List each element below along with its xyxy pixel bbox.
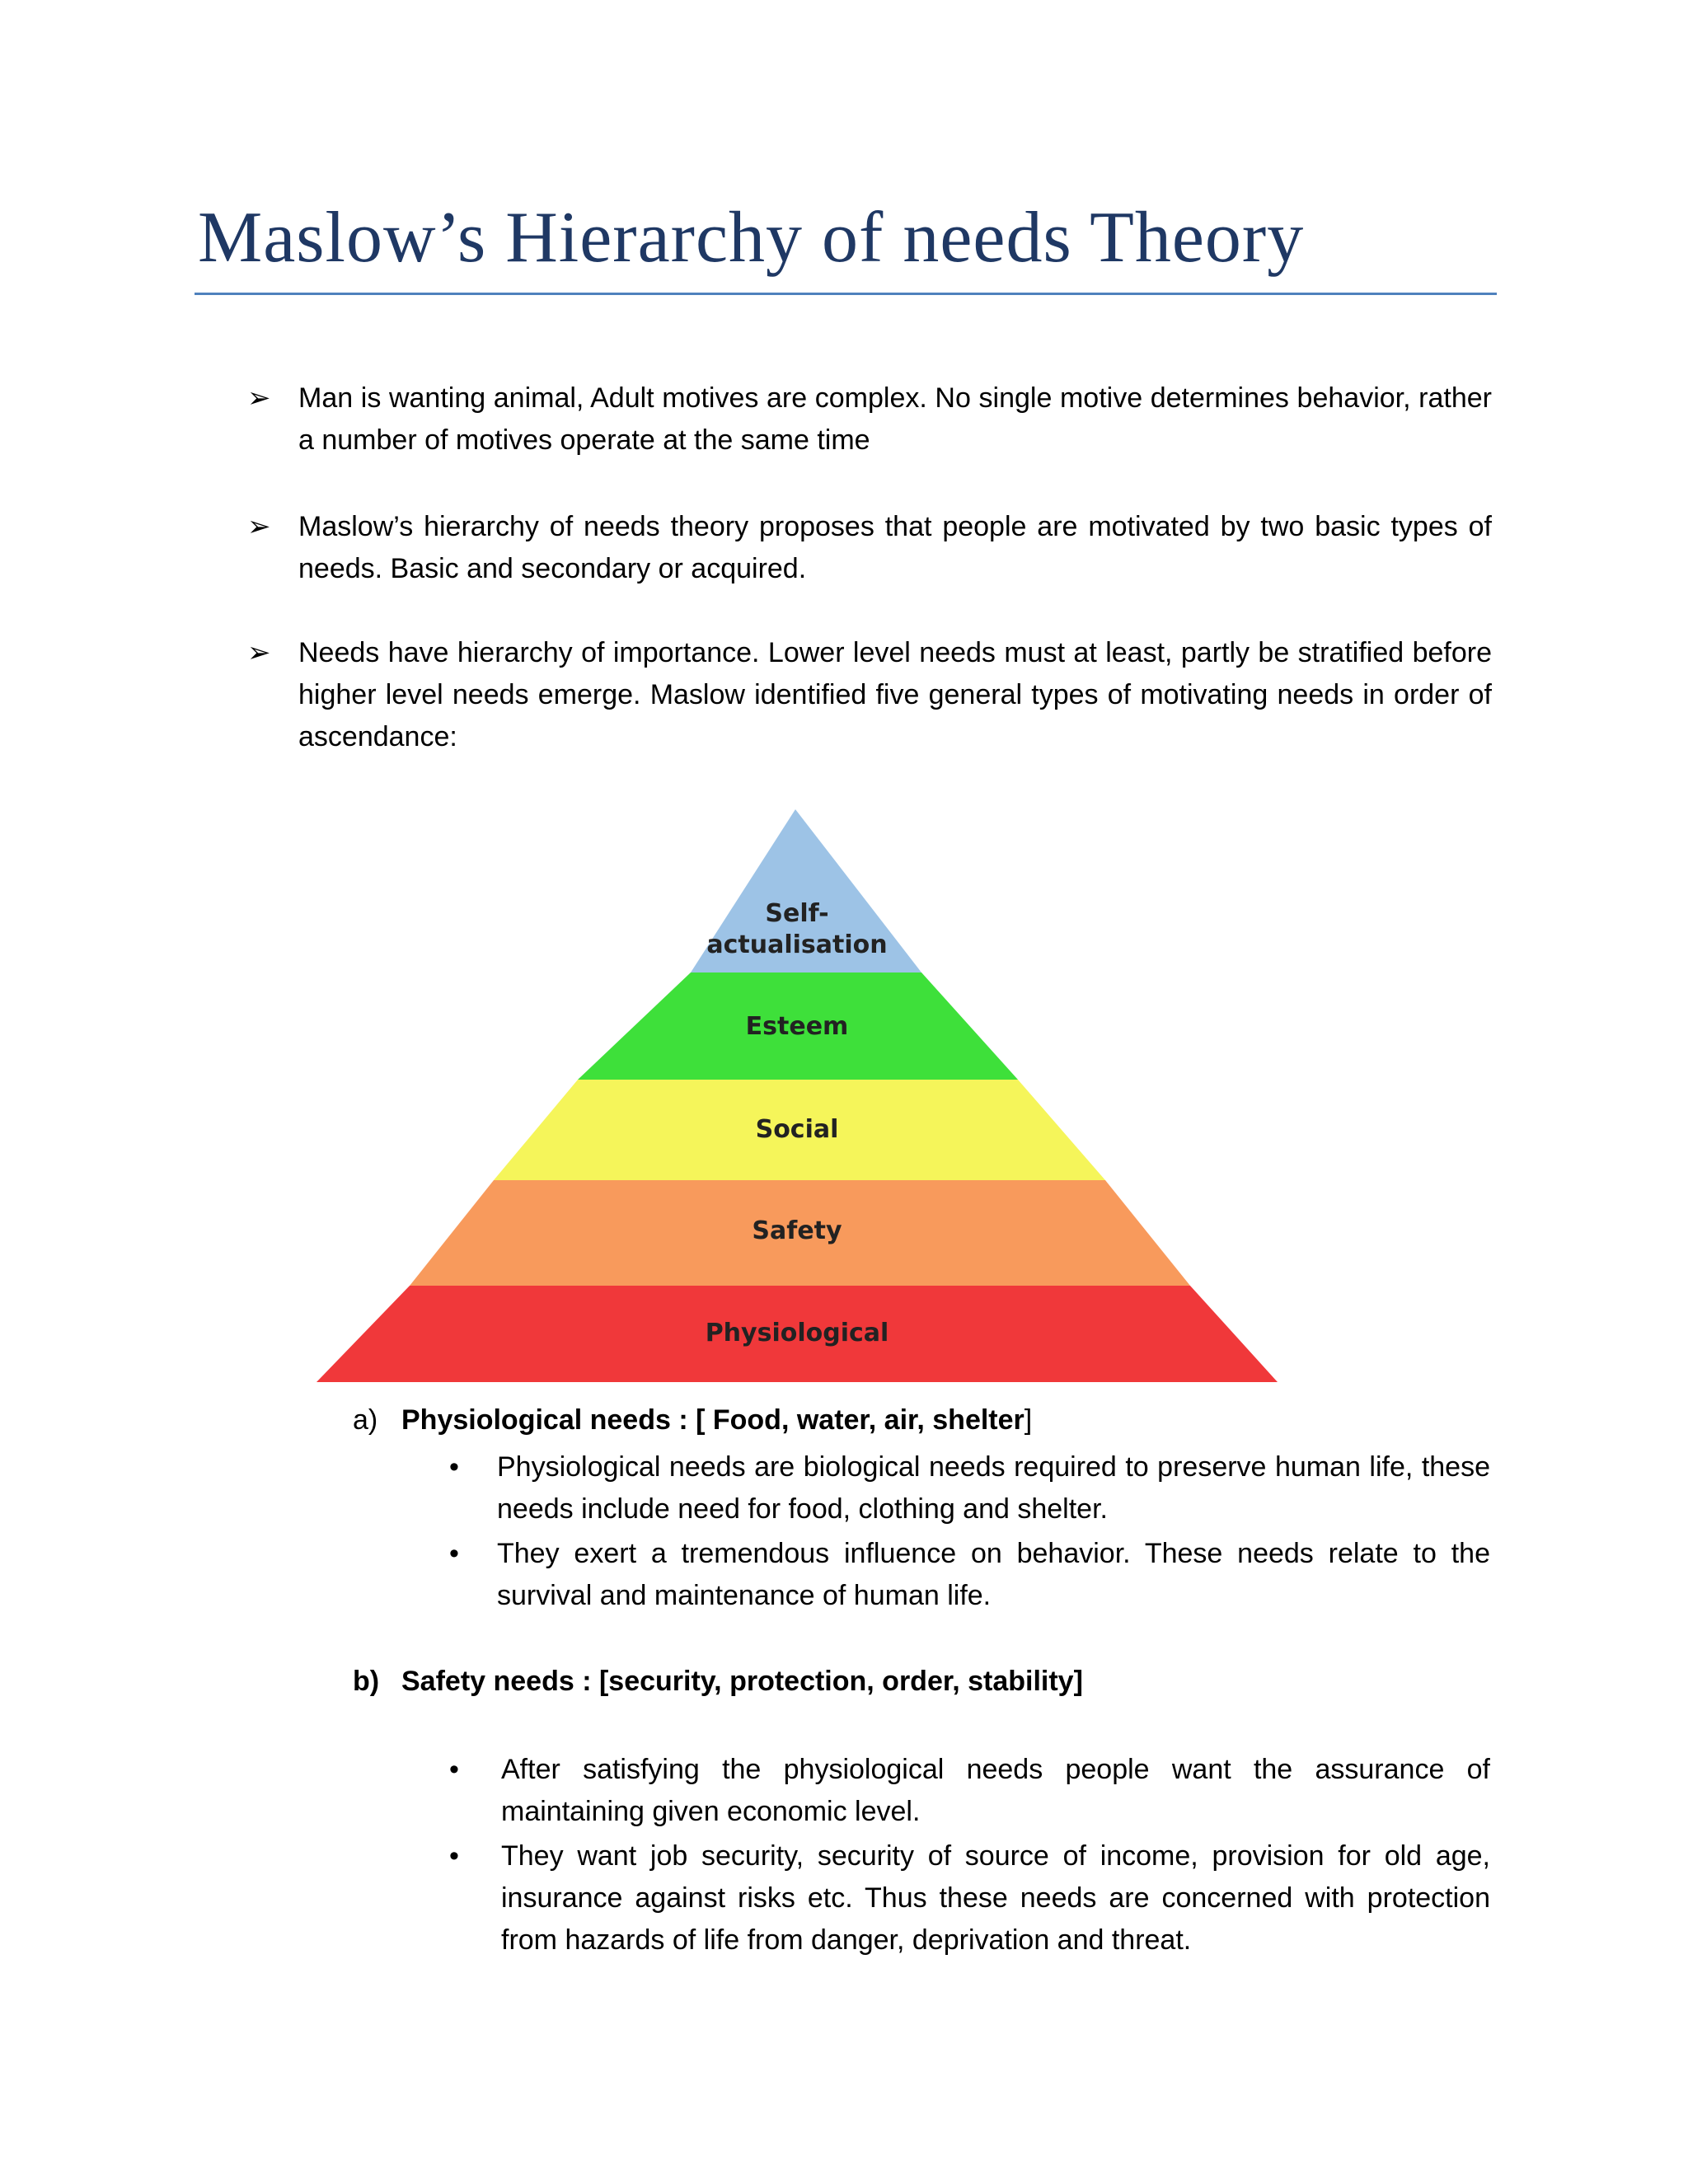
pyramid-label-physiological: Physiological [705, 1319, 889, 1347]
dot-bullet-icon: • [449, 1840, 459, 1872]
title-underline [195, 293, 1497, 295]
arrow-bullet-icon: ➢ [247, 382, 271, 414]
dot-bullet-icon: • [449, 1754, 459, 1785]
intro-point-1: Man is wanting animal, Adult motives are complex. No single motive determines behavior, rather a number of motives operate at the same time [298, 382, 1492, 456]
section-a-heading [353, 1399, 1032, 1441]
section-a-marker: a) [353, 1404, 378, 1436]
section-b-title: Safety needs : [security, protection, order, stability] [401, 1666, 1083, 1697]
arrow-bullet-icon: ➢ [247, 637, 271, 668]
pyramid-label-actualisation: actualisation [706, 930, 888, 959]
section-a-bullet-2: They exert a tremendous influence on behavior. These needs relate to the survival and maintenance of human life. [497, 1538, 1490, 1611]
pyramid-label-social: Social [755, 1115, 839, 1144]
intro-point-2: Maslow’s hierarchy of needs theory proposes that people are motivated by two basic types of needs. Basic and secondary or acquired. [298, 511, 1492, 584]
needs-pyramid [298, 808, 1296, 1385]
pyramid-label-self: Self- [765, 899, 829, 928]
section-a-title-tail: ] [1024, 1404, 1033, 1436]
section-b-bullet-1: After satisfying the physiological needs people want the assurance of maintaining given economic level. [501, 1754, 1490, 1827]
section-a-bullet-1: Physiological needs are biological needs required to preserve human life, these needs include need for food, clothing and shelter. [497, 1451, 1490, 1525]
arrow-bullet-icon: ➢ [247, 511, 271, 542]
page-title: Maslow’s Hierarchy of needs Theory [198, 198, 1305, 278]
dot-bullet-icon: • [449, 1451, 459, 1483]
section-b-heading [353, 1661, 1083, 1703]
section-b-bullet-2: They want job security, security of source of income, provision for old age, insurance against risks etc. Thus these needs are concerned with protection from hazards of life from danger, deprivation and threat. [501, 1840, 1490, 1956]
pyramid-label-safety: Safety [752, 1216, 842, 1245]
intro-point-3: Needs have hierarchy of importance. Lower level needs must at least, partly be stratified before higher level needs emerge. Maslow identified five general types of motivating needs in order of ascendance: [298, 637, 1492, 752]
section-b-marker: b) [353, 1666, 380, 1697]
section-a-title: Physiological needs : [ Food, water, air, shelter [401, 1404, 1025, 1436]
dot-bullet-icon: • [449, 1538, 459, 1569]
pyramid-label-esteem: Esteem [745, 1012, 849, 1041]
